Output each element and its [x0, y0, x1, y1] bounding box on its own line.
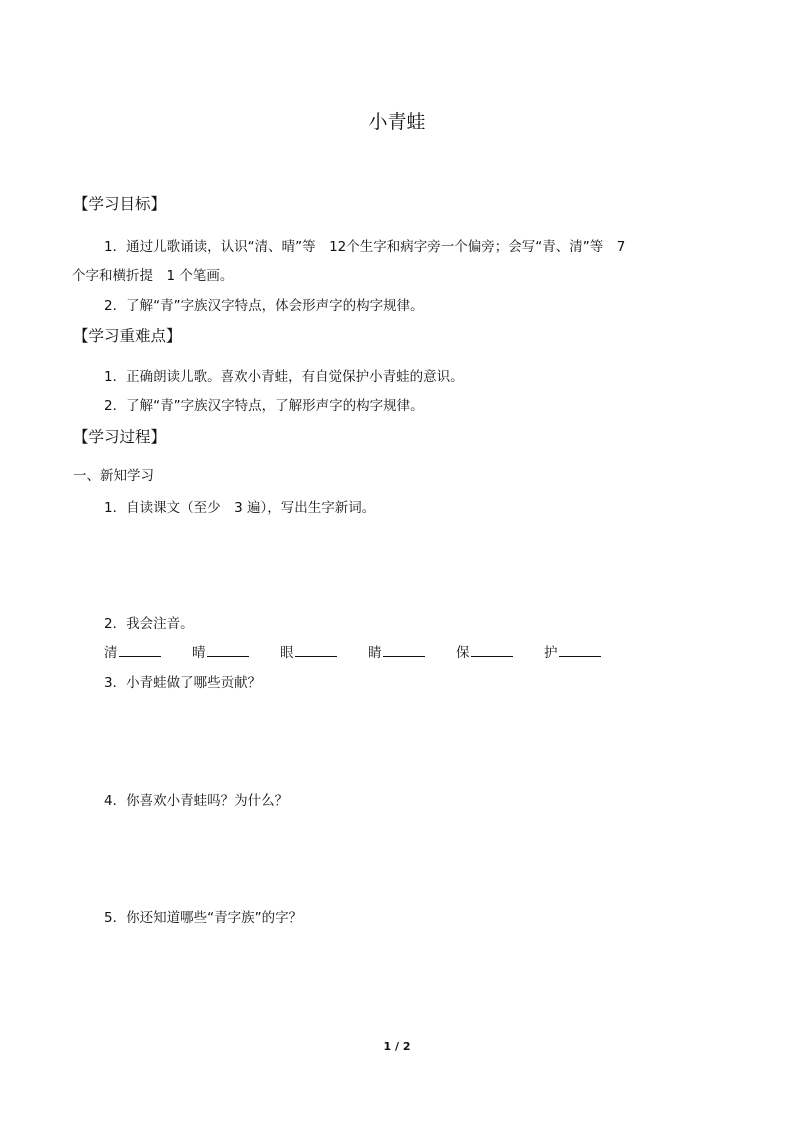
question-5: 5．你还知道哪些“青字族”的字？	[104, 910, 303, 926]
goals-item-2: 2．了解“青”字族汉字特点，体会形声字的构字规律。	[104, 298, 424, 314]
goals-item-1: 1．通过儿歌诵读，认识“清、晴”等 12个生字和病字旁一个偏旁；会写“青、清”等 7	[104, 239, 626, 255]
pinyin-blank[interactable]	[471, 643, 513, 657]
key-points-item-1: 1．正确朗读儿歌。喜欢小青蛙，有自觉保护小青蛙的意识。	[104, 369, 464, 385]
pinyin-item	[544, 641, 601, 661]
question-4: 4．你喜欢小青蛙吗？为什么？	[104, 793, 289, 809]
question-3: 3．小青蛙做了哪些贡献？	[104, 675, 262, 691]
key-points-heading: 【学习重难点】	[73, 327, 182, 345]
pinyin-item	[104, 641, 161, 661]
pinyin-blank[interactable]	[559, 643, 601, 657]
pinyin-char: 清	[104, 645, 118, 661]
pinyin-item	[192, 641, 249, 661]
key-points-item-2: 2．了解“青”字族汉字特点，了解形声字的构字规律。	[104, 398, 424, 414]
goals-heading: 【学习目标】	[73, 195, 167, 213]
pinyin-item	[280, 641, 337, 661]
pinyin-blank[interactable]	[383, 643, 425, 657]
part1-heading: 一、新知学习	[73, 468, 154, 484]
pinyin-blank[interactable]	[119, 643, 161, 657]
pinyin-blank[interactable]	[295, 643, 337, 657]
pinyin-char: 眼	[280, 645, 294, 661]
pinyin-blank[interactable]	[207, 643, 249, 657]
pinyin-item	[368, 641, 425, 661]
pinyin-char: 护	[544, 645, 558, 661]
pinyin-char: 睛	[368, 645, 382, 661]
question-1: 1．自读课文（至少 3 遍），写出生字新词。	[104, 500, 376, 516]
page-title: 小青蛙	[368, 111, 426, 133]
question-2: 2．我会注音。	[104, 616, 194, 632]
page-number: 1 / 2	[383, 1040, 411, 1053]
pinyin-char: 晴	[192, 645, 206, 661]
goals-item-1-cont: 个字和横折提 1 个笔画。	[72, 268, 234, 284]
pinyin-char: 保	[456, 645, 470, 661]
pinyin-item	[456, 641, 513, 661]
process-heading: 【学习过程】	[73, 428, 167, 446]
